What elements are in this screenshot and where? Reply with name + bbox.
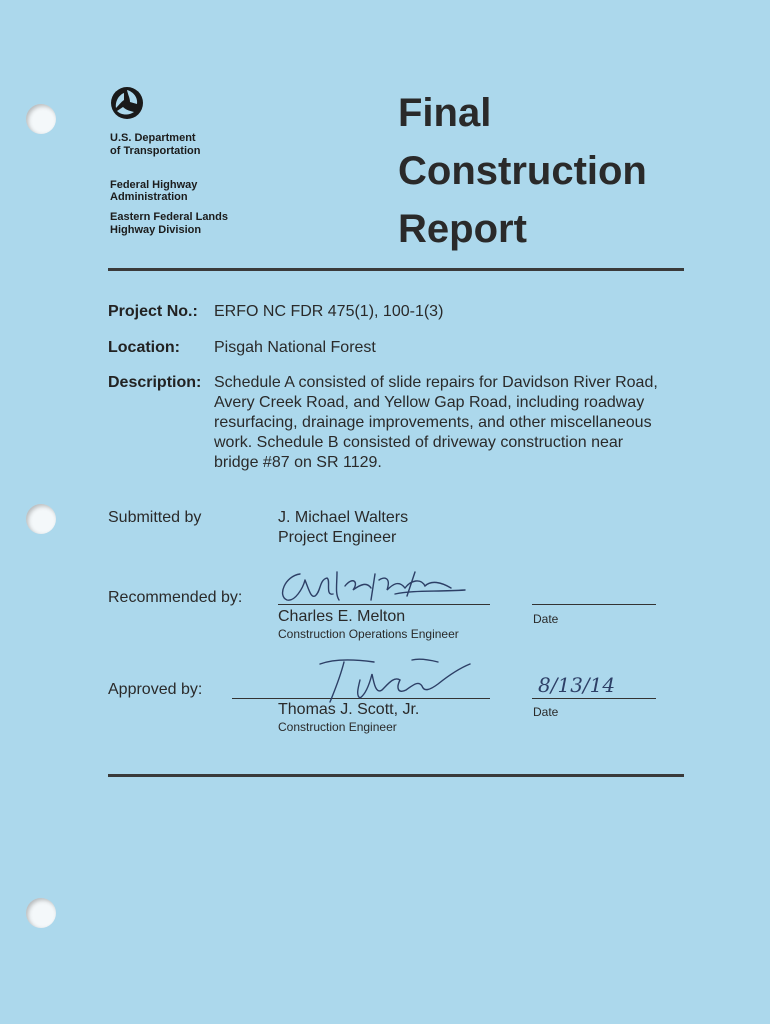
recommended-date-label: Date (533, 612, 559, 626)
approved-label: Approved by: (108, 681, 203, 698)
title-line: Final (398, 91, 492, 135)
submitted-name: J. Michael Walters (278, 509, 409, 526)
recommended-name: Charles E. Melton (278, 608, 406, 625)
bottom-divider (108, 774, 684, 777)
punch-hole (26, 104, 56, 134)
agency-line: Eastern Federal Lands (110, 211, 228, 223)
agency-line: Administration (110, 191, 188, 203)
approved-date-label: Date (533, 705, 559, 719)
description-line: Avery Creek Road, and Yellow Gap Road, including roadway (214, 394, 645, 411)
title-line: Report (398, 207, 527, 251)
submitted-label: Submitted by (108, 509, 202, 526)
description-line: Schedule A consisted of slide repairs for Davidson River Road, (214, 374, 658, 391)
dot-logo-icon (110, 86, 144, 120)
punch-hole (26, 898, 56, 928)
agency-line: Federal Highway (110, 179, 198, 191)
agency-line: U.S. Department (110, 132, 196, 144)
agency-line: Highway Division (110, 224, 202, 236)
description-line: bridge #87 on SR 1129. (214, 454, 382, 471)
submitted-title: Project Engineer (278, 529, 397, 546)
project-value: ERFO NC FDR 475(1), 100-1(3) (214, 303, 444, 320)
melton-signature (275, 566, 475, 606)
description-label: Description: (108, 374, 202, 391)
top-divider (108, 268, 684, 271)
agency-line: of Transportation (110, 145, 201, 157)
approved-date-handwritten: 8/13/14 (538, 673, 616, 697)
description-line: work. Schedule B consisted of driveway construction near (214, 434, 624, 451)
approved-name: Thomas J. Scott, Jr. (278, 701, 420, 718)
description-value (214, 373, 658, 473)
report-title (398, 84, 647, 258)
date-line (532, 604, 656, 605)
recommended-title: Construction Operations Engineer (278, 627, 459, 641)
recommended-label: Recommended by: (108, 589, 243, 606)
location-value: Pisgah National Forest (214, 339, 376, 356)
description-line: resurfacing, drainage improvements, and other miscellaneous (214, 414, 652, 431)
date-line (532, 698, 656, 699)
project-label: Project No.: (108, 303, 198, 320)
signature-line (278, 604, 490, 605)
title-line: Construction (398, 149, 647, 193)
location-label: Location: (108, 339, 180, 356)
approved-title: Construction Engineer (278, 720, 397, 734)
punch-hole (26, 504, 56, 534)
